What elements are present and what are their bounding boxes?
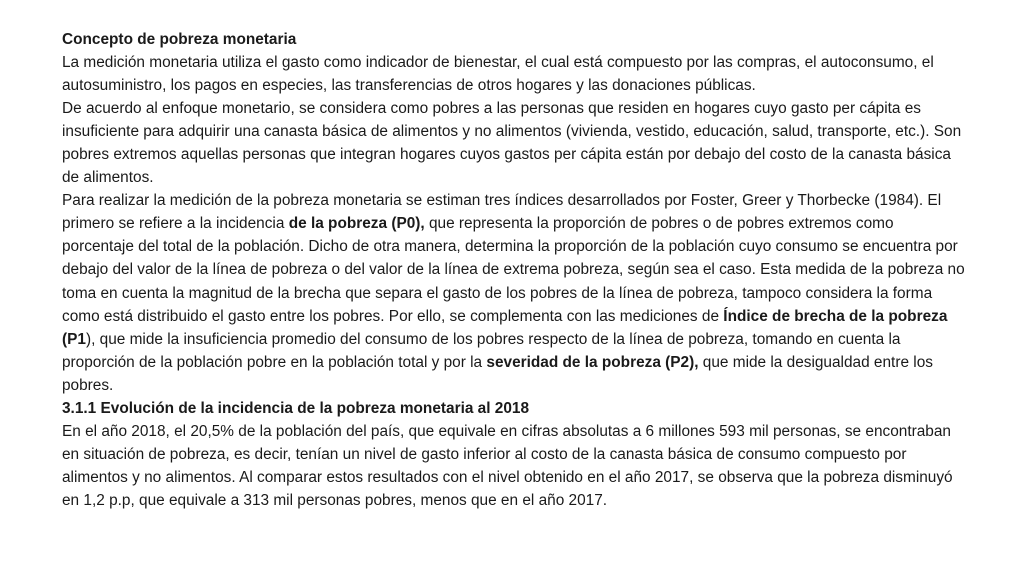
document-body <box>62 28 967 512</box>
section-heading-evolucion: 3.1.1 Evolución de la incidencia de la pobreza monetaria al 2018 <box>62 399 530 417</box>
bold-term-p1: Índice de brecha de la pobreza (P1 <box>62 307 948 348</box>
section-heading-concepto: Concepto de pobreza monetaria <box>62 31 297 48</box>
paragraph-text-4: que mide la desigualdad entre los pobres. <box>62 353 933 394</box>
paragraph-evolucion-2018: En el año 2018, el 20,5% de la población del país, que equivale en cifras absolutas a 6 millones 593 mil personas, se encontraban en situación de pobreza, es decir, tenían un nivel de gasto inferior al costo de la canasta básica de consumo compuesto por alimentos y no alimentos. Al comparar estos resultados con el nivel obtenido en el año 2017, se observa que la pobreza disminuyó en 1,2 p.p, que equivale a 313 mil personas pobres, menos que en el año 2017. <box>62 422 953 509</box>
paragraph-enfoque-monetario: De acuerdo al enfoque monetario, se considera como pobres a las personas que residen en hogares cuyo gasto per cápita es insuficiente para adquirir una canasta básica de alimentos y no alimentos (vivienda, vestido, educación, salud, transporte, etc.). Son pobres extremos aquellas personas que integran hogares cuyos gastos per cápita están por debajo del costo de la canasta básica de alimentos. <box>62 100 962 187</box>
paragraph-text-2: que representa la proporción de pobres o de pobres extremos como porcentaje del total de la población. Dicho de otra manera, determina la proporción de la población cuyo consumo se encuentra por debajo del valor de la línea de pobreza o del valor de la línea de extrema pobreza, según sea el caso. Esta medida de la pobreza no toma en cuenta la magnitud de la brecha que separa el gasto de los pobres de la línea de pobreza, tampoco considera la forma como está distribuido el gasto entre los pobres. Por ello, se complementa con las mediciones de <box>62 215 965 325</box>
bold-term-p0: de la pobreza (P0), <box>288 215 425 233</box>
paragraph-text-3: ), que mide la insuficiencia promedio del consumo de los pobres respecto de la línea de pobreza, tomando en cuenta la proporción de la población pobre en la población total y por la <box>62 330 901 371</box>
paragraph-medicion-monetaria: La medición monetaria utiliza el gasto como indicador de bienestar, el cual está compuesto por las compras, el autoconsumo, el autosuministro, los pagos en especies, las transferencias de otros hogares y las donaciones públicas. <box>62 54 934 95</box>
paragraph-text-1: Para realizar la medición de la pobreza monetaria se estiman tres índices desarrollados por Foster, Greer y Thorbecke (1984). El primero se refiere a la incidencia <box>62 192 942 233</box>
bold-term-p2: severidad de la pobreza (P2), <box>486 353 699 371</box>
paragraph-indices-fgt <box>62 189 967 396</box>
